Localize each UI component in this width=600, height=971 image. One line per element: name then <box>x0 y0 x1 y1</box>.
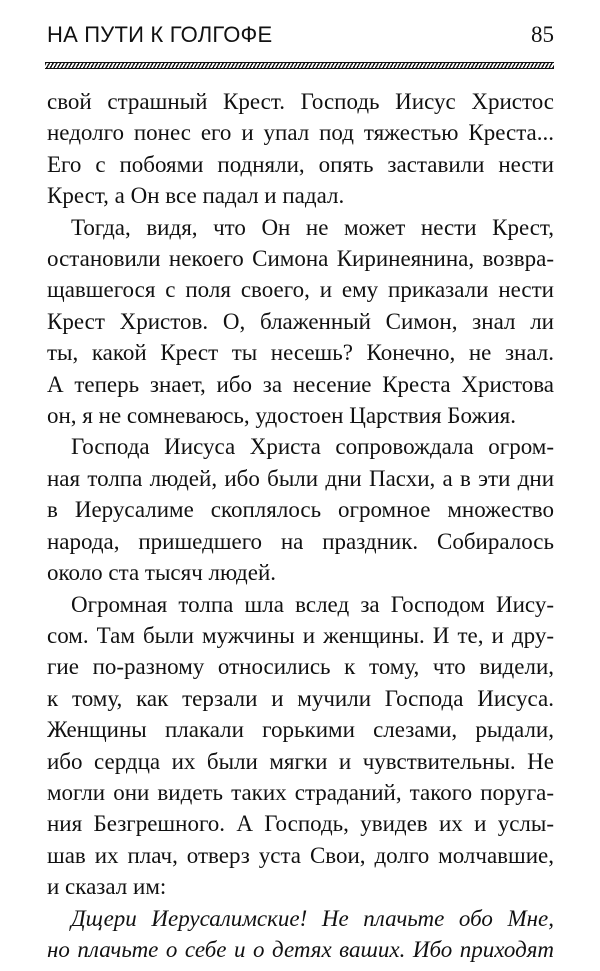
text-line: ты, какой Крест ты несешь? Конечно, не знал. <box>47 340 554 366</box>
text-line: А теперь знает, ибо за несение Креста Христова <box>47 371 554 397</box>
text-line: свой страшный Крест. Господь Иисус Христос <box>47 89 554 114</box>
text-line: Крест, а Он все падал и падал. <box>47 183 345 209</box>
text-line: ибо сердца их были мягки и чувствительны. Не <box>47 748 554 774</box>
text-line: Огромная толпа шла вслед за Господом Иису- <box>71 591 554 617</box>
text-line: Его с побоями подняли, опять заставили нести <box>47 151 554 177</box>
paragraph <box>47 589 554 903</box>
text-line: могли они видеть таких страданий, такого поруга- <box>47 779 554 805</box>
text-line: и сказал им: <box>47 874 167 900</box>
rope-divider <box>45 62 554 69</box>
text-line: гие по-разному относились к тому, что видели, <box>47 654 554 680</box>
text-line: остановили некоего Симона Киринеянина, возвра- <box>47 246 554 272</box>
text-line: народа, пришедшего на праздник. Собиралось <box>47 528 554 554</box>
paragraph <box>47 86 554 212</box>
text-line: Женщины плакали горькими слезами, рыдали, <box>47 717 554 743</box>
text-line: Крест Христов. О, блаженный Симон, знал ли <box>47 308 554 334</box>
text-line: ная толпа людей, ибо были дни Пасхи, а в эти дни <box>47 465 554 491</box>
paragraph <box>47 431 554 588</box>
text-line: но плачьте о себе и о детях ваших. Ибо приходят <box>47 936 554 962</box>
text-line: щавшегося с поля своего, и ему приказали нести <box>47 277 554 303</box>
running-title: НА ПУТИ К ГОЛГОФЕ <box>47 22 273 47</box>
body-text <box>47 86 554 965</box>
text-line: шав их плач, отверз уста Свои, долго молчавшие, <box>47 842 554 868</box>
text-line: Господа Иисуса Христа сопровождала огром- <box>71 434 554 460</box>
text-line: Дщери Иерусалимские! Не плачьте обо Мне, <box>71 905 554 931</box>
quote-paragraph <box>47 903 554 966</box>
running-header <box>47 22 554 52</box>
text-line: ния Безгрешного. А Господь, увидев их и услы- <box>47 811 554 837</box>
text-line: сом. Там были мужчины и женщины. И те, и дру- <box>47 622 554 648</box>
text-line: к тому, как терзали и мучили Господа Иисуса. <box>47 685 554 711</box>
text-line: недолго понес его и упал под тяжестью Креста... <box>47 120 554 146</box>
paragraph <box>47 212 554 432</box>
text-line: он, я не сомневаюсь, удостоен Царствия Божия. <box>47 403 516 429</box>
text-line: около ста тысяч людей. <box>47 560 277 586</box>
text-line: Тогда, видя, что Он не может нести Крест, <box>71 214 554 240</box>
page-number: 85 <box>531 22 554 47</box>
text-line: в Иерусалиме скоплялось огромное множество <box>47 497 554 523</box>
